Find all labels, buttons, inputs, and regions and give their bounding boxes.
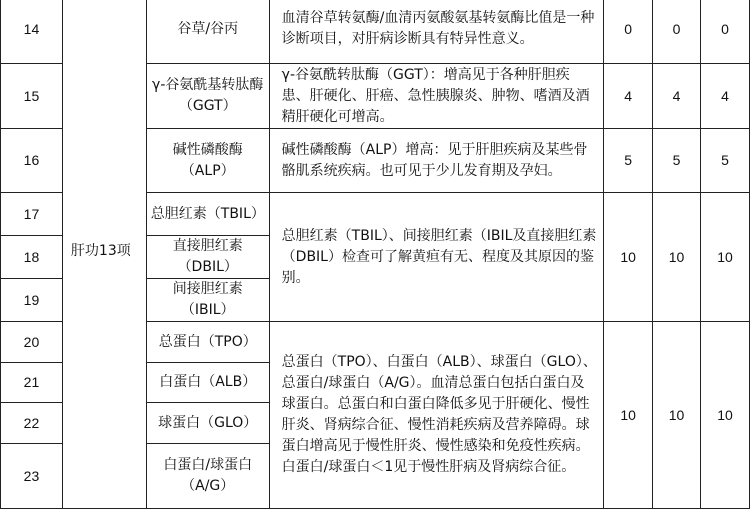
- item-description: γ-谷氨酰转肽酶（GGT）：增高见于各种肝胆疾患、肝硬化、肝癌、急性胰腺炎、肿物、嗜酒及酒精肝硬化可增高。: [269, 64, 604, 129]
- item-name: 直接胆红素（DBIL）: [146, 236, 269, 279]
- item-name: 白蛋白（ALB）: [146, 363, 269, 403]
- item-name: 白蛋白/球蛋白（A/G）: [146, 444, 269, 509]
- row-number: 17: [1, 193, 63, 236]
- row-number: 20: [1, 322, 63, 363]
- row-number: 22: [1, 403, 63, 444]
- row-number: 15: [1, 64, 63, 129]
- item-name: γ-谷氨酰基转肽酶（GGT）: [146, 64, 269, 129]
- score-2: 4: [653, 64, 701, 129]
- protein-score-2: 10: [653, 322, 701, 509]
- score-1: 4: [604, 64, 653, 129]
- item-name: 间接胆红素（IBIL）: [146, 279, 269, 322]
- score-3: 5: [701, 129, 750, 193]
- protein-description: 总蛋白（TPO）、白蛋白（ALB）、球蛋白（GLO）、总蛋白/球蛋白（A/G）。血清总蛋白包括白蛋白及球蛋白。总蛋白和白蛋白降低多见于肝硬化、慢性肝炎、肾病综合征、慢性消耗疾病及营养障碍。球蛋白增高见于慢性肝炎、慢性感染和免疫性疾病。白蛋白/球蛋白＜1见于慢性肝病及肾病综合征。: [269, 322, 604, 509]
- protein-score-3: 10: [701, 322, 750, 509]
- table-row: [1, 0, 750, 64]
- bilirubin-description: 总胆红素（TBIL）、间接胆红素（IBIL及直接胆红素（DBIL）检查可了解黄疸有无、程度及其原因的鉴别。: [269, 193, 604, 322]
- row-number: 21: [1, 363, 63, 403]
- score-3: 0: [701, 0, 750, 64]
- score-2: 5: [653, 129, 701, 193]
- score-3: 4: [701, 64, 750, 129]
- item-description: 碱性磷酸酶（ALP）增高：见于肝胆疾病及某些骨骼肌系统疾病。也可见于少儿发育期及孕妇。: [269, 129, 604, 193]
- row-number: 23: [1, 444, 63, 509]
- bilirubin-score-3: 10: [701, 193, 750, 322]
- row-number: 18: [1, 236, 63, 279]
- item-name: 谷草/谷丙: [146, 0, 269, 64]
- bilirubin-score-1: 10: [604, 193, 653, 322]
- score-1: 0: [604, 0, 653, 64]
- protein-score-1: 10: [604, 322, 653, 509]
- item-name: 碱性磷酸酶（ALP）: [146, 129, 269, 193]
- row-number: 14: [1, 0, 63, 64]
- row-number: 16: [1, 129, 63, 193]
- score-1: 5: [604, 129, 653, 193]
- item-name: 球蛋白（GLO）: [146, 403, 269, 444]
- category-label: 肝功13项: [62, 0, 146, 509]
- item-name: 总蛋白（TPO）: [146, 322, 269, 363]
- score-2: 0: [653, 0, 701, 64]
- item-description: 血清谷草转氨酶/血清丙氨酸氨基转氨酶比值是一种诊断项目，对肝病诊断具有特异性意义。: [269, 0, 604, 64]
- bilirubin-score-2: 10: [653, 193, 701, 322]
- row-number: 19: [1, 279, 63, 322]
- item-name: 总胆红素（TBIL）: [146, 193, 269, 236]
